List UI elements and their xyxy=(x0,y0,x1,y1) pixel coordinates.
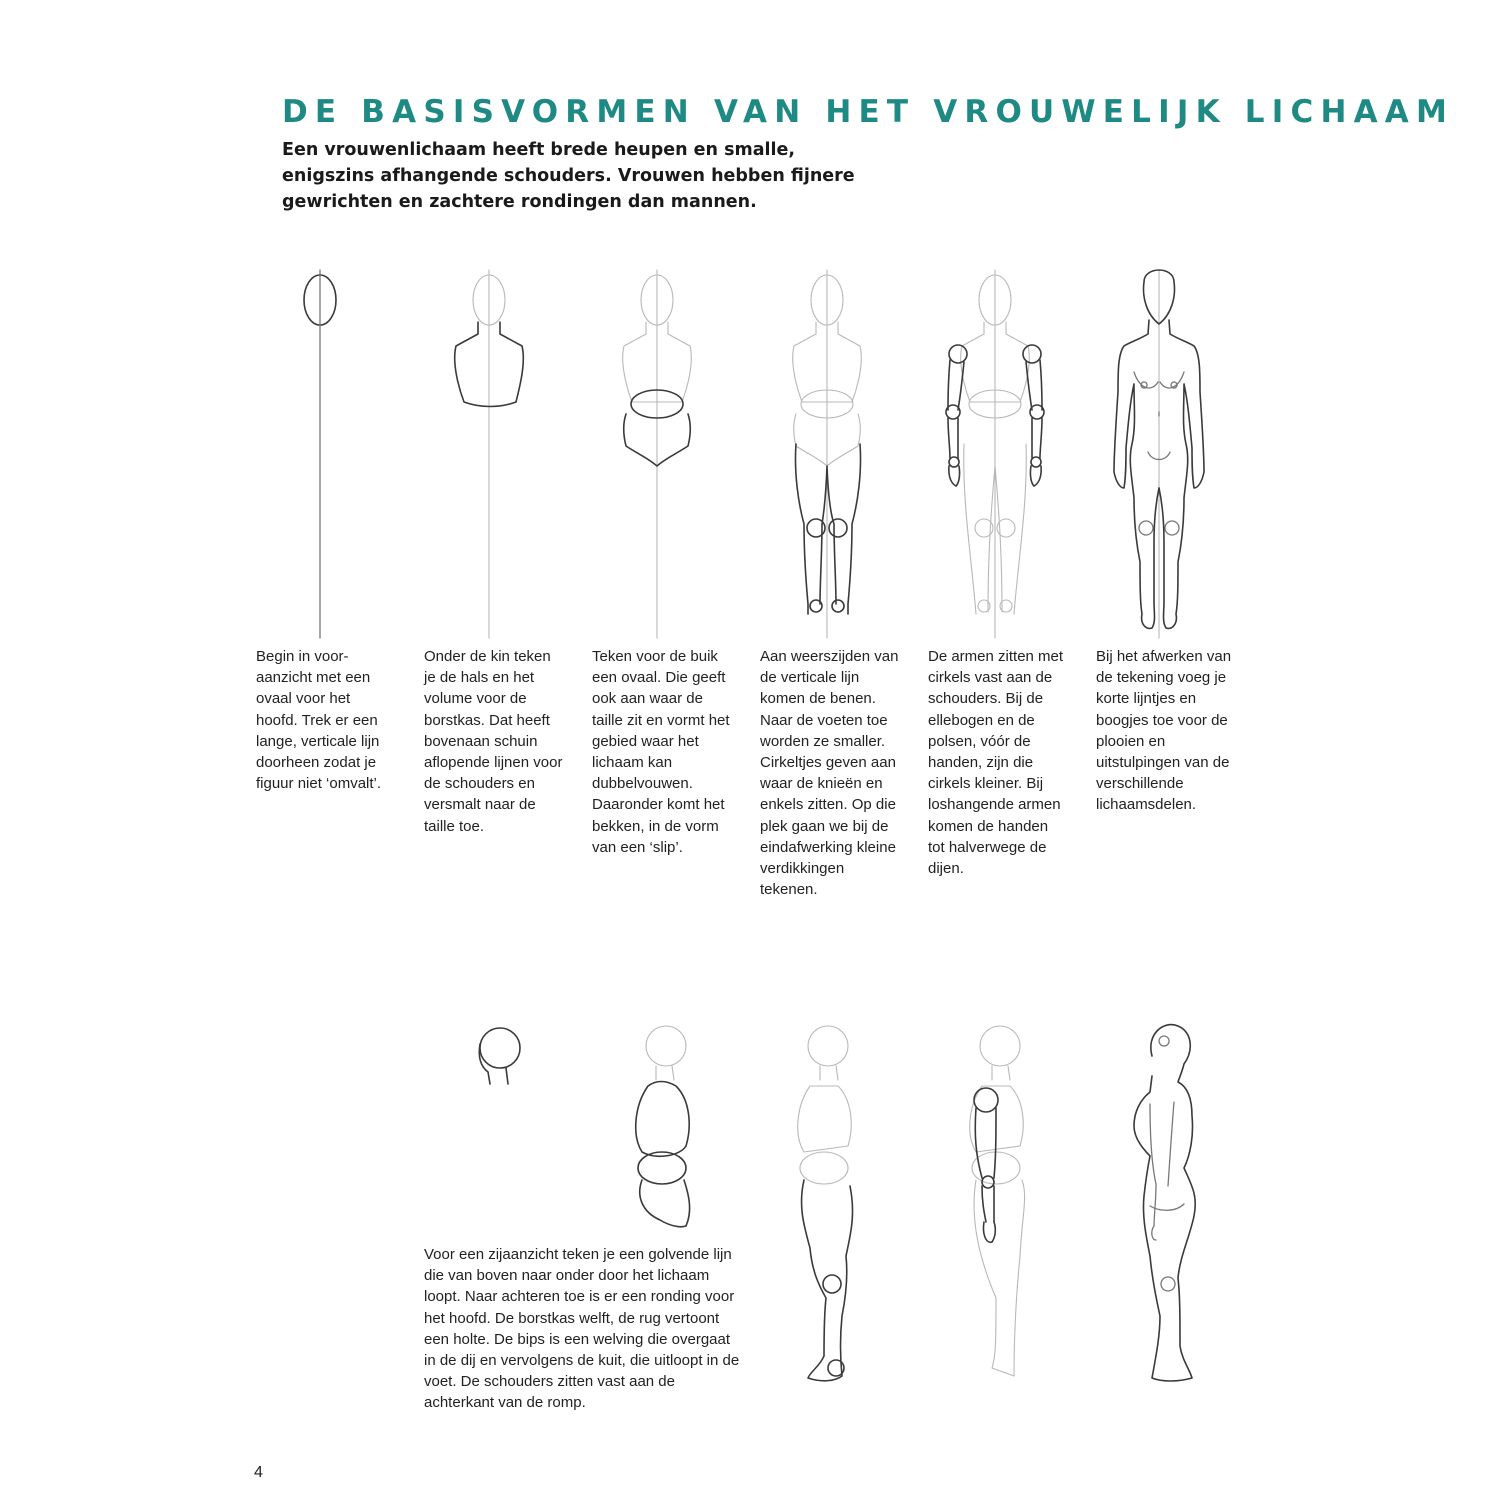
front-figure-step-4 xyxy=(780,262,880,642)
front-step-1-caption: Begin in voor-aanzicht met een ovaal voor het hoofd. Trek er een lange, verticale lijn doorheen zodat je figuur niet ‘omvalt’. xyxy=(256,648,382,793)
side-figure-step-1 xyxy=(466,1016,536,1096)
intro-text: Een vrouwenlichaam heeft brede heupen en smalle, enigszins afhangende schouders. Vrouwen hebben fijnere gewrichten en zachtere rondingen dan mannen. xyxy=(282,140,855,212)
front-step-2-caption: Onder de kin teken je de hals en het volume voor de borstkas. Dat heeft bovenaan schuin aflopende lijnen voor de schouders en versmalt naar de taille toe. xyxy=(424,648,563,835)
front-step-6-caption: Bij het afwerken van de tekening voeg je korte lijntjes en boogjes toe voor de plooien en uitstulpingen van de verschillende lichaamsdelen. xyxy=(1096,648,1232,814)
front-figure-step-2 xyxy=(440,262,540,642)
front-figure-step-3 xyxy=(610,262,710,642)
side-figure-step-4 xyxy=(952,1016,1042,1396)
front-step-3-caption: Teken voor de buik een ovaal. Die geeft ook aan waar de taille zit en vormt het gebied waar het lichaam kan dubbelvouwen. Daaronder komt het bekken, in de vorm van een ‘slip’. xyxy=(592,648,730,856)
side-figure-step-2 xyxy=(626,1016,716,1236)
front-figure-step-5 xyxy=(940,262,1050,642)
page-title: DE BASISVORMEN VAN HET VROUWELIJK LICHAAM xyxy=(282,94,1455,130)
front-figure-step-6 xyxy=(1104,262,1214,642)
side-view-caption: Voor een zijaanzicht teken je een golvende lijn die van boven naar onder door het lichaam loopt. Naar achteren toe is er een ronding voor het hoofd. De borstkas welft, de rug vertoont een holte. De bips is een welving die overgaat in de dij en vervolgens de kuit, die uitloopt in de voet. De schouders zitten vast aan de achterkant van de romp. xyxy=(424,1246,740,1412)
front-step-4-caption: Aan weerszijden van de verticale lijn komen de benen. Naar de voeten toe worden ze smaller. Cirkeltjes geven aan waar de knieën en enkels zitten. Op die plek gaan we bij de eindafwerking kleine verdikkingen tekenen. xyxy=(760,648,899,899)
side-figure-step-5 xyxy=(1120,1016,1210,1396)
page-number: 4 xyxy=(254,1464,263,1481)
front-step-5-caption: De armen zitten met cirkels vast aan de schouders. Bij de ellebogen en de polsen, vóór de handen, zijn die cirkels kleiner. Bij loshangende armen komen de handen tot halverwege de dijen. xyxy=(928,648,1064,878)
front-figure-step-1 xyxy=(290,262,350,642)
side-figure-step-3 xyxy=(790,1016,880,1396)
